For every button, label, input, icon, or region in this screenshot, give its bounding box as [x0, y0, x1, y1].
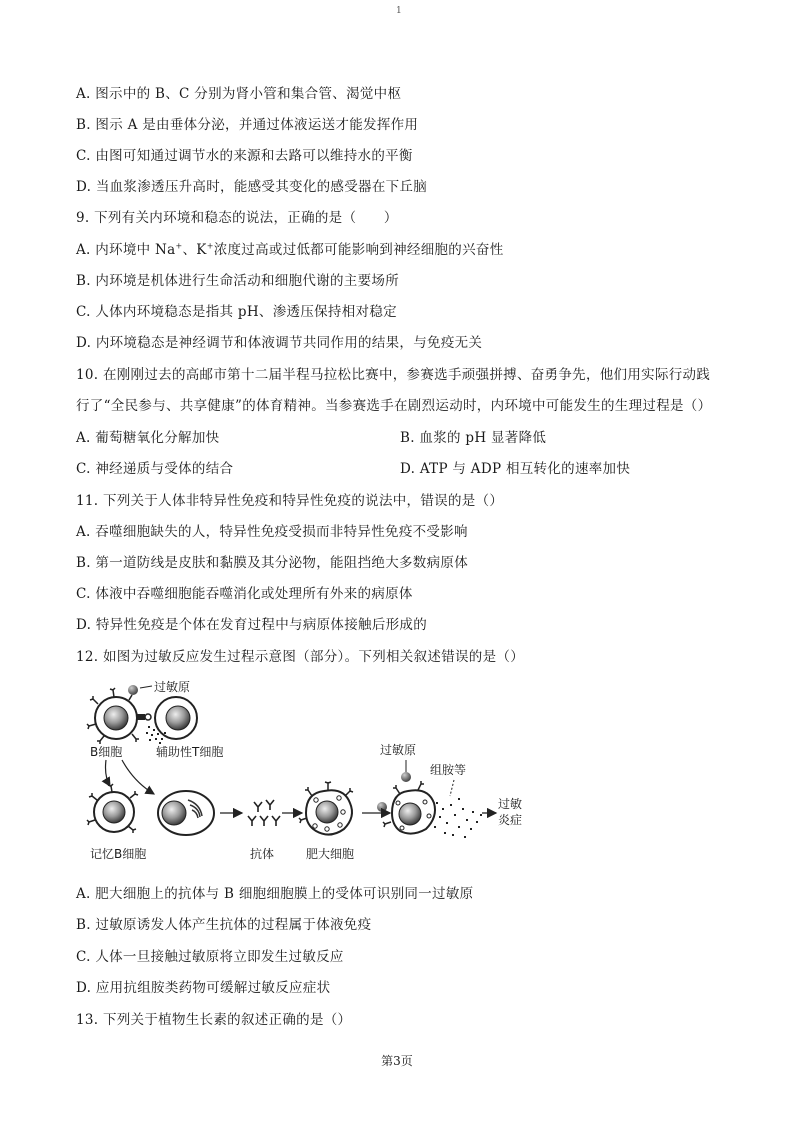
- label-helper-t-cell: 辅助性T细胞: [156, 745, 224, 759]
- q12-option-b: B. 过敏原诱发人体产生抗体的过程属于体液免疫: [76, 917, 372, 933]
- antibodies: [248, 800, 280, 826]
- q10-option-d: D. ATP 与 ADP 相互转化的速率加快: [400, 461, 631, 477]
- label-allergen-2: 过敏原: [380, 743, 417, 757]
- q8-option-c: C. 由图可知通过调节水的来源和去路可以维持水的平衡: [76, 148, 413, 164]
- label-allergy-1: 过敏: [498, 797, 523, 811]
- mast-cell: [299, 782, 353, 835]
- page-top-mark: 1: [396, 6, 402, 16]
- q10-option-a: A. 葡萄糖氧化分解加快: [76, 430, 220, 446]
- q13-stem: 13. 下列关于植物生长素的叙述正确的是（）: [76, 1012, 352, 1028]
- q11-option-d: D. 特异性免疫是个体在发育过程中与病原体接触后形成的: [76, 617, 428, 633]
- label-memory-b-cell: 记忆B细胞: [90, 847, 147, 861]
- label-histamine: 组胺等: [430, 763, 467, 777]
- plasma-cell: [158, 791, 214, 835]
- degranulating-mast-cell: [383, 781, 435, 834]
- label-allergy-2: 炎症: [498, 813, 523, 827]
- helper-t-cell: [155, 697, 197, 739]
- q10-option-b: B. 血浆的 pH 显著降低: [400, 430, 547, 446]
- q9-option-d: D. 内环境稳态是神经调节和体液调节共同作用的结果，与免疫无关: [76, 335, 483, 351]
- q12-option-d: D. 应用抗组胺类药物可缓解过敏反应症状: [76, 980, 331, 996]
- q8-option-b: B. 图示 A 是由垂体分泌，并通过体液运送才能发挥作用: [76, 117, 419, 133]
- allergen-particle-icon: [128, 685, 138, 695]
- q12-option-a: A. 肥大细胞上的抗体与 B 细胞细胞膜上的受体可识别同一过敏原: [76, 886, 474, 902]
- page-number: 第3页: [381, 1054, 413, 1068]
- q11-option-c: C. 体液中吞噬细胞能吞噬消化或处理所有外来的病原体: [76, 586, 413, 602]
- q8-option-d: D. 当血浆渗透压升高时，能感受其变化的感受器在下丘脑: [76, 179, 428, 195]
- q10-stem-line2: 行了“全民参与、共享健康”的体育精神。当参赛选手在剧烈运动时，内环境中可能发生的生理过程是（）: [76, 398, 712, 414]
- q12-option-c: C. 人体一旦接触过敏原将立即发生过敏反应: [76, 949, 344, 965]
- q9-stem: 9. 下列有关内环境和稳态的说法，正确的是（ ）: [76, 210, 398, 226]
- q10-option-c: C. 神经递质与受体的结合: [76, 461, 234, 477]
- memory-b-cell: [87, 784, 138, 833]
- allergy-process-diagram: [84, 676, 544, 866]
- q9-option-a: A. 内环境中 Na+、K+浓度过高或过低都可能影响到神经细胞的兴奋性: [76, 241, 504, 258]
- q11-stem: 11. 下列关于人体非特异性免疫和特异性免疫的说法中，错误的是（）: [76, 493, 504, 509]
- q8-option-a: A. 图示中的 B、C 分别为肾小管和集合管、渴觉中枢: [76, 86, 402, 102]
- label-mast-cell: 肥大细胞: [306, 847, 355, 861]
- q12-stem: 12. 如图为过敏反应发生过程示意图（部分）。下列相关叙述错误的是（）: [76, 649, 525, 665]
- allergen-particle-2-icon: [377, 802, 387, 812]
- q11-option-a: A. 吞噬细胞缺失的人，特异性免疫受损而非特异性免疫不受影响: [76, 524, 468, 540]
- q10-stem-line1: 10. 在刚刚过去的高邮市第十二届半程马拉松比赛中，参赛选手顽强拼搏、奋勇争先，他们用实际行动践: [76, 367, 711, 383]
- q9-option-c: C. 人体内环境稳态是指其 pH、渗透压保持相对稳定: [76, 304, 397, 320]
- released-granules: [434, 798, 482, 838]
- label-allergen-1: 过敏原: [154, 680, 191, 694]
- label-antibody: 抗体: [250, 847, 275, 861]
- q11-option-b: B. 第一道防线是皮肤和黏膜及其分泌物，能阻挡绝大多数病原体: [76, 555, 469, 571]
- label-b-cell: B细胞: [90, 745, 123, 759]
- q9-option-b: B. 内环境是机体进行生命活动和细胞代谢的主要场所: [76, 273, 400, 289]
